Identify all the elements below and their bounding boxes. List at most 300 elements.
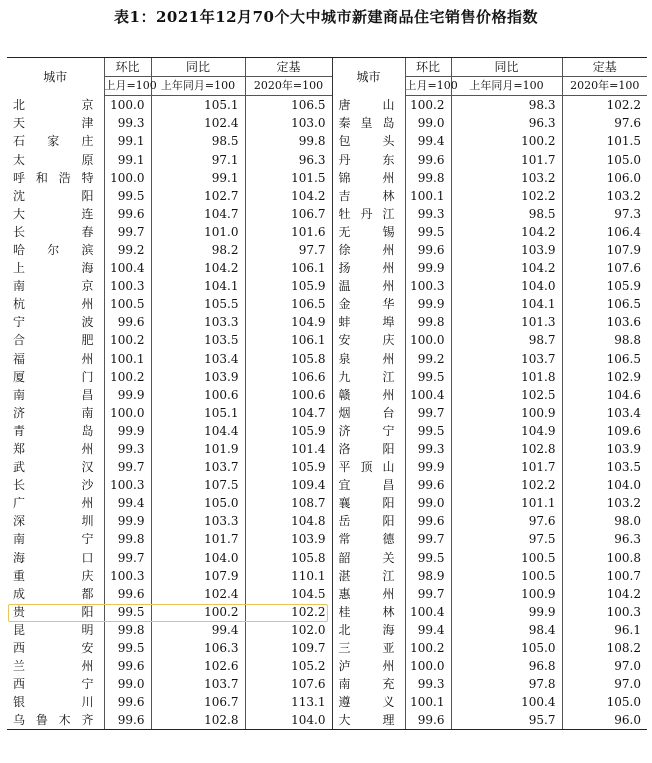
- base-value: 105.9: [245, 458, 332, 476]
- table-row: [7, 96, 647, 115]
- base-value: 102.2: [562, 96, 647, 115]
- base-value: 104.7: [245, 404, 332, 422]
- table-row: [7, 440, 647, 458]
- mom-value: 99.5: [405, 549, 451, 567]
- base-value: 105.0: [562, 693, 647, 711]
- yoy-value: 100.9: [451, 404, 562, 422]
- base-value: 100.8: [562, 549, 647, 567]
- base-value: 102.2: [245, 603, 332, 621]
- mom-value: 99.8: [405, 313, 451, 331]
- mom-value: 100.1: [104, 350, 151, 368]
- yoy-value: 107.9: [151, 567, 245, 585]
- city-name: 南充: [332, 675, 405, 693]
- base-value: 106.5: [245, 96, 332, 115]
- base-value: 104.8: [245, 512, 332, 530]
- yoy-value: 99.4: [151, 621, 245, 639]
- table-row: [7, 657, 647, 675]
- city-name: 合肥: [13, 333, 94, 348]
- base-value: 101.4: [245, 440, 332, 458]
- table-row: [7, 368, 647, 386]
- yoy-value: 99.1: [151, 169, 245, 187]
- table-row: [7, 350, 647, 368]
- city-name: 太原: [13, 152, 94, 167]
- yoy-value: 96.8: [451, 657, 562, 675]
- price-index-table: [7, 57, 647, 730]
- mom-value: 99.2: [405, 350, 451, 368]
- city-name: 杭州: [13, 297, 94, 312]
- mom-value: 99.1: [104, 132, 151, 150]
- city-name: 吉林: [332, 187, 405, 205]
- yoy-value: 99.9: [451, 603, 562, 621]
- city-name: 天津: [13, 116, 94, 131]
- city-name: 石家庄: [13, 134, 94, 149]
- mom-value: 99.9: [104, 422, 151, 440]
- table-row: [7, 223, 647, 241]
- mom-value: 99.4: [104, 494, 151, 512]
- base-value: 104.2: [245, 187, 332, 205]
- mom-value: 100.0: [104, 96, 151, 115]
- city-name: 广州: [13, 496, 94, 511]
- base-value: 98.0: [562, 512, 647, 530]
- city-name: 襄阳: [332, 494, 405, 512]
- base-value: 104.5: [245, 585, 332, 603]
- header-yoy: 同比: [451, 58, 562, 77]
- mom-value: 99.0: [104, 675, 151, 693]
- table-row: [7, 512, 647, 530]
- yoy-value: 100.4: [451, 693, 562, 711]
- base-value: 108.7: [245, 494, 332, 512]
- city-name: 温州: [332, 277, 405, 295]
- table-body: [7, 96, 647, 730]
- city-name: 金华: [332, 295, 405, 313]
- mom-value: 100.1: [405, 187, 451, 205]
- base-value: 101.6: [245, 223, 332, 241]
- base-value: 103.9: [245, 530, 332, 548]
- base-value: 105.9: [245, 422, 332, 440]
- mom-value: 99.0: [405, 494, 451, 512]
- mom-value: 99.3: [104, 114, 151, 132]
- yoy-value: 105.1: [151, 96, 245, 115]
- table-row: [7, 132, 647, 150]
- base-value: 110.1: [245, 567, 332, 585]
- yoy-value: 102.7: [151, 187, 245, 205]
- base-value: 103.2: [562, 494, 647, 512]
- yoy-value: 97.8: [451, 675, 562, 693]
- city-name: 包头: [332, 132, 405, 150]
- city-name: 安庆: [332, 331, 405, 349]
- city-name: 丹东: [332, 150, 405, 168]
- yoy-value: 104.0: [451, 277, 562, 295]
- yoy-value: 102.2: [451, 476, 562, 494]
- base-value: 106.5: [562, 350, 647, 368]
- mom-value: 100.4: [405, 386, 451, 404]
- base-value: 97.3: [562, 205, 647, 223]
- mom-value: 100.3: [104, 476, 151, 494]
- mom-value: 99.7: [104, 223, 151, 241]
- yoy-value: 105.5: [151, 295, 245, 313]
- table-row: [7, 603, 647, 621]
- base-value: 102.0: [245, 621, 332, 639]
- base-value: 113.1: [245, 693, 332, 711]
- base-value: 103.5: [562, 458, 647, 476]
- table-row: [7, 295, 647, 313]
- city-name: 贵阳: [13, 604, 94, 619]
- header-mom: 环比: [104, 58, 151, 77]
- table-row: [7, 241, 647, 259]
- city-name: 银川: [13, 695, 94, 710]
- base-value: 105.8: [245, 350, 332, 368]
- mom-value: 99.2: [104, 241, 151, 259]
- yoy-value: 100.5: [451, 567, 562, 585]
- yoy-value: 101.9: [151, 440, 245, 458]
- yoy-value: 102.5: [451, 386, 562, 404]
- base-value: 97.0: [562, 675, 647, 693]
- mom-value: 100.5: [104, 295, 151, 313]
- mom-value: 100.3: [104, 567, 151, 585]
- mom-value: 99.6: [104, 711, 151, 730]
- table-row: [7, 567, 647, 585]
- yoy-value: 104.7: [151, 205, 245, 223]
- yoy-value: 103.7: [151, 458, 245, 476]
- city-name: 宁波: [13, 315, 94, 330]
- base-value: 107.6: [562, 259, 647, 277]
- yoy-value: 104.2: [451, 223, 562, 241]
- city-name: 唐山: [332, 96, 405, 115]
- yoy-value: 98.2: [151, 241, 245, 259]
- mom-value: 100.2: [405, 639, 451, 657]
- table-row: [7, 458, 647, 476]
- mom-value: 99.6: [405, 512, 451, 530]
- yoy-value: 104.0: [151, 549, 245, 567]
- yoy-value: 101.0: [151, 223, 245, 241]
- base-value: 105.9: [562, 277, 647, 295]
- yoy-value: 96.3: [451, 114, 562, 132]
- yoy-value: 101.1: [451, 494, 562, 512]
- subheader-base: 2020年=100: [245, 77, 332, 96]
- city-name: 成都: [13, 586, 94, 601]
- base-value: 108.2: [562, 639, 647, 657]
- mom-value: 99.8: [104, 530, 151, 548]
- table-row: [7, 549, 647, 567]
- base-value: 105.9: [245, 277, 332, 295]
- base-value: 107.9: [562, 241, 647, 259]
- base-value: 103.4: [562, 404, 647, 422]
- mom-value: 99.7: [405, 585, 451, 603]
- mom-value: 100.2: [104, 331, 151, 349]
- city-name: 秦皇岛: [332, 114, 405, 132]
- mom-value: 100.3: [405, 277, 451, 295]
- city-name: 南宁: [13, 532, 94, 547]
- yoy-value: 103.4: [151, 350, 245, 368]
- yoy-value: 97.6: [451, 512, 562, 530]
- base-value: 100.6: [245, 386, 332, 404]
- yoy-value: 103.5: [151, 331, 245, 349]
- yoy-value: 95.7: [451, 711, 562, 730]
- yoy-value: 100.2: [151, 603, 245, 621]
- city-name: 重庆: [13, 568, 94, 583]
- city-name: 昆明: [13, 622, 94, 637]
- yoy-value: 103.3: [151, 313, 245, 331]
- city-name: 三亚: [332, 639, 405, 657]
- header-base: 定基: [562, 58, 647, 77]
- table-row: [7, 585, 647, 603]
- yoy-value: 100.6: [151, 386, 245, 404]
- city-name: 岳阳: [332, 512, 405, 530]
- table-row: [7, 422, 647, 440]
- yoy-value: 98.5: [151, 132, 245, 150]
- city-name: 大连: [13, 206, 94, 221]
- city-name: 牡丹江: [332, 205, 405, 223]
- yoy-value: 105.1: [151, 404, 245, 422]
- city-name: 常德: [332, 530, 405, 548]
- mom-value: 99.5: [104, 639, 151, 657]
- mom-value: 99.6: [104, 205, 151, 223]
- mom-value: 99.6: [405, 241, 451, 259]
- base-value: 106.6: [245, 368, 332, 386]
- base-value: 104.9: [245, 313, 332, 331]
- mom-value: 99.7: [104, 458, 151, 476]
- mom-value: 99.9: [104, 386, 151, 404]
- subheader-base: 2020年=100: [562, 77, 647, 96]
- subheader-yoy: 上年同月=100: [151, 77, 245, 96]
- yoy-value: 104.1: [451, 295, 562, 313]
- city-name: 蚌埠: [332, 313, 405, 331]
- base-value: 103.9: [562, 440, 647, 458]
- base-value: 103.2: [562, 187, 647, 205]
- city-name: 郑州: [13, 442, 94, 457]
- yoy-value: 104.4: [151, 422, 245, 440]
- table-row: [7, 205, 647, 223]
- mom-value: 99.3: [405, 440, 451, 458]
- city-name: 泸州: [332, 657, 405, 675]
- yoy-value: 101.7: [451, 458, 562, 476]
- base-value: 96.1: [562, 621, 647, 639]
- yoy-value: 97.5: [451, 530, 562, 548]
- city-name: 长春: [13, 224, 94, 239]
- yoy-value: 103.9: [451, 241, 562, 259]
- city-name: 深圳: [13, 514, 94, 529]
- mom-value: 100.1: [405, 693, 451, 711]
- base-value: 96.0: [562, 711, 647, 730]
- base-value: 102.9: [562, 368, 647, 386]
- base-value: 101.5: [562, 132, 647, 150]
- base-value: 97.6: [562, 114, 647, 132]
- city-name: 无锡: [332, 223, 405, 241]
- header-mom: 环比: [405, 58, 451, 77]
- subheader-yoy: 上年同月=100: [451, 77, 562, 96]
- mom-value: 99.7: [104, 549, 151, 567]
- subheader-mom: 上月=100: [405, 77, 451, 96]
- yoy-value: 101.3: [451, 313, 562, 331]
- mom-value: 99.5: [405, 422, 451, 440]
- city-name: 北京: [13, 97, 94, 112]
- mom-value: 100.3: [104, 277, 151, 295]
- table-row: [7, 621, 647, 639]
- yoy-value: 104.2: [151, 259, 245, 277]
- mom-value: 99.4: [405, 621, 451, 639]
- mom-value: 99.6: [405, 711, 451, 730]
- header-row: [7, 58, 647, 77]
- base-value: 109.6: [562, 422, 647, 440]
- header-yoy: 同比: [151, 58, 245, 77]
- mom-value: 99.6: [104, 657, 151, 675]
- table-row: [7, 259, 647, 277]
- city-name: 湛江: [332, 567, 405, 585]
- yoy-value: 104.2: [451, 259, 562, 277]
- table-row: [7, 711, 647, 730]
- mom-value: 99.6: [104, 585, 151, 603]
- mom-value: 99.6: [104, 693, 151, 711]
- yoy-value: 106.7: [151, 693, 245, 711]
- yoy-value: 103.7: [451, 350, 562, 368]
- city-name: 九江: [332, 368, 405, 386]
- yoy-value: 100.2: [451, 132, 562, 150]
- city-name: 韶关: [332, 549, 405, 567]
- mom-value: 99.9: [405, 259, 451, 277]
- city-name: 上海: [13, 261, 94, 276]
- table-row: [7, 169, 647, 187]
- city-name: 扬州: [332, 259, 405, 277]
- mom-value: 99.5: [104, 603, 151, 621]
- subheader-mom: 上月=100: [104, 77, 151, 96]
- mom-value: 100.0: [405, 657, 451, 675]
- base-value: 106.5: [245, 295, 332, 313]
- base-value: 104.2: [562, 585, 647, 603]
- mom-value: 99.3: [405, 205, 451, 223]
- base-value: 105.2: [245, 657, 332, 675]
- city-name: 西安: [13, 641, 94, 656]
- yoy-value: 101.8: [451, 368, 562, 386]
- table-row: [7, 331, 647, 349]
- city-name: 桂林: [332, 603, 405, 621]
- city-name: 泉州: [332, 350, 405, 368]
- yoy-value: 102.4: [151, 114, 245, 132]
- base-value: 100.3: [562, 603, 647, 621]
- mom-value: 99.5: [405, 368, 451, 386]
- table-row: [7, 693, 647, 711]
- base-value: 100.7: [562, 567, 647, 585]
- yoy-value: 102.4: [151, 585, 245, 603]
- base-value: 106.4: [562, 223, 647, 241]
- mom-value: 99.5: [104, 187, 151, 205]
- base-value: 103.0: [245, 114, 332, 132]
- city-name: 烟台: [332, 404, 405, 422]
- yoy-value: 104.1: [151, 277, 245, 295]
- city-name: 沈阳: [13, 188, 94, 203]
- city-name: 济宁: [332, 422, 405, 440]
- yoy-value: 101.7: [151, 530, 245, 548]
- yoy-value: 105.0: [451, 639, 562, 657]
- yoy-value: 102.2: [451, 187, 562, 205]
- city-name: 大理: [332, 711, 405, 730]
- city-name: 平顶山: [332, 458, 405, 476]
- yoy-value: 104.9: [451, 422, 562, 440]
- base-value: 106.7: [245, 205, 332, 223]
- mom-value: 100.0: [104, 404, 151, 422]
- mom-value: 99.7: [405, 404, 451, 422]
- yoy-value: 98.4: [451, 621, 562, 639]
- yoy-value: 98.5: [451, 205, 562, 223]
- mom-value: 99.0: [405, 114, 451, 132]
- header-city: 城市: [7, 58, 104, 96]
- city-name: 南昌: [13, 387, 94, 402]
- base-value: 101.5: [245, 169, 332, 187]
- mom-value: 99.9: [405, 295, 451, 313]
- table-row: [7, 313, 647, 331]
- mom-value: 98.9: [405, 567, 451, 585]
- mom-value: 100.2: [104, 368, 151, 386]
- mom-value: 99.7: [405, 530, 451, 548]
- yoy-value: 102.8: [451, 440, 562, 458]
- table-row: [7, 639, 647, 657]
- yoy-value: 103.7: [151, 675, 245, 693]
- mom-value: 100.4: [104, 259, 151, 277]
- yoy-value: 103.2: [451, 169, 562, 187]
- city-name: 厦门: [13, 369, 94, 384]
- page-title: 表1：2021年12月70个大中城市新建商品住宅销售价格指数: [114, 8, 538, 26]
- mom-value: 99.9: [104, 512, 151, 530]
- city-name: 海口: [13, 550, 94, 565]
- mom-value: 100.0: [405, 331, 451, 349]
- yoy-value: 100.9: [451, 585, 562, 603]
- table-row: [7, 277, 647, 295]
- table-row: [7, 494, 647, 512]
- yoy-value: 103.9: [151, 368, 245, 386]
- city-name: 济南: [13, 405, 94, 420]
- yoy-value: 98.3: [451, 96, 562, 115]
- mom-value: 99.8: [104, 621, 151, 639]
- table-row: [7, 187, 647, 205]
- base-value: 99.8: [245, 132, 332, 150]
- yoy-value: 98.7: [451, 331, 562, 349]
- base-value: 106.5: [562, 295, 647, 313]
- table-row: [7, 476, 647, 494]
- yoy-value: 102.8: [151, 711, 245, 730]
- yoy-value: 105.0: [151, 494, 245, 512]
- city-name: 呼和浩特: [13, 170, 94, 185]
- base-value: 105.8: [245, 549, 332, 567]
- city-name: 锦州: [332, 169, 405, 187]
- mom-value: 100.2: [405, 96, 451, 115]
- city-name: 南京: [13, 279, 94, 294]
- city-name: 哈尔滨: [13, 242, 94, 257]
- base-value: 109.7: [245, 639, 332, 657]
- yoy-value: 106.3: [151, 639, 245, 657]
- city-name: 武汉: [13, 460, 94, 475]
- mom-value: 99.3: [104, 440, 151, 458]
- yoy-value: 107.5: [151, 476, 245, 494]
- mom-value: 99.6: [405, 150, 451, 168]
- city-name: 福州: [13, 351, 94, 366]
- base-value: 104.0: [245, 711, 332, 730]
- table-row: [7, 386, 647, 404]
- table-row: [7, 530, 647, 548]
- city-name: 洛阳: [332, 440, 405, 458]
- yoy-value: 101.7: [451, 150, 562, 168]
- base-value: 105.0: [562, 150, 647, 168]
- city-name: 兰州: [13, 659, 94, 674]
- city-name: 遵义: [332, 693, 405, 711]
- city-name: 青岛: [13, 423, 94, 438]
- base-value: 97.0: [562, 657, 647, 675]
- city-name: 惠州: [332, 585, 405, 603]
- base-value: 103.6: [562, 313, 647, 331]
- yoy-value: 97.1: [151, 150, 245, 168]
- mom-value: 99.6: [104, 313, 151, 331]
- city-name: 乌鲁木齐: [7, 711, 104, 730]
- yoy-value: 103.3: [151, 512, 245, 530]
- mom-value: 99.4: [405, 132, 451, 150]
